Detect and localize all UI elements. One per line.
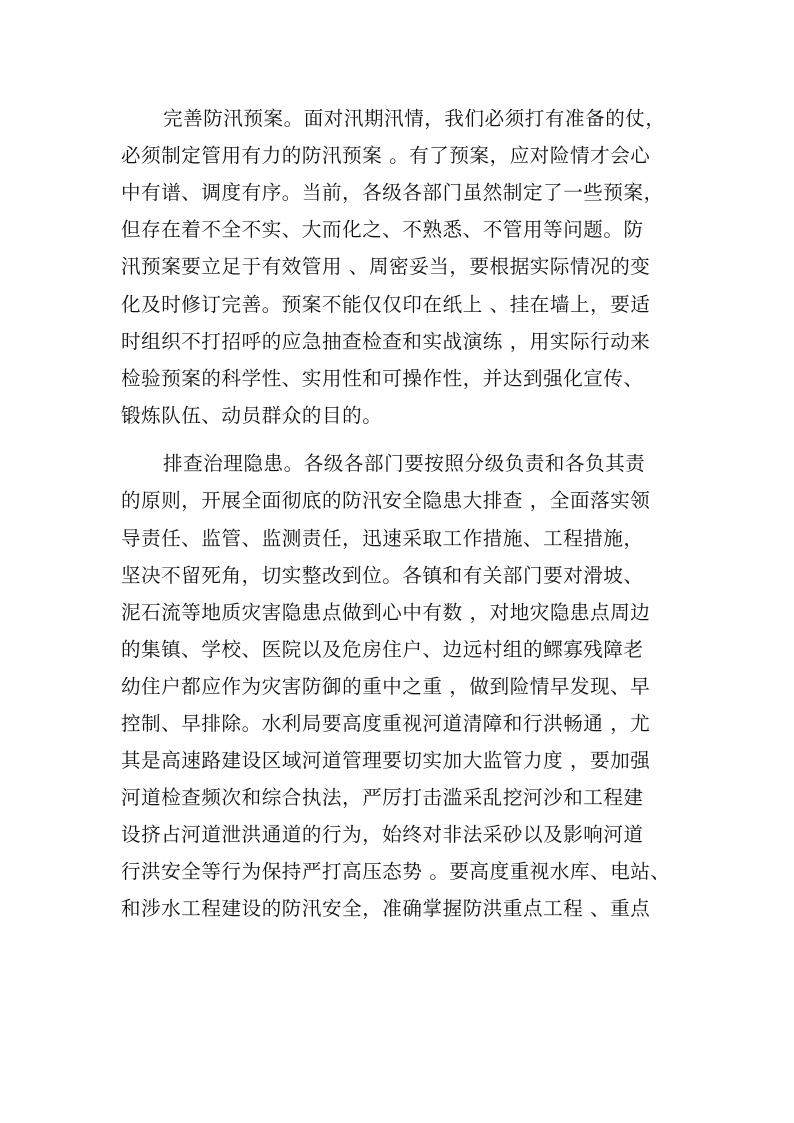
paragraph-2-line-13: 和涉水工程建设的防汛安全，准确掌握防洪重点工程 、重点 — [121, 897, 651, 920]
paragraph-2-line-5: 泥石流等地质灾害隐患点做到心中有数 ，对地灾隐患点周边 — [121, 601, 651, 624]
paragraph-1-line-5: 汛预案要立足于有效管用 、周密妥当，要根据实际情况的变 — [121, 255, 651, 278]
paragraph-1-line-9: 锻炼队伍、动员群众的目的。 — [121, 404, 383, 427]
paragraph-1-line-4: 但存在着不全不实、大而化之、不熟悉、不管用等问题。防 — [121, 218, 644, 241]
paragraph-2-line-4: 坚决不留死角，切实整改到位。各镇和有关部门要对滑坡、 — [121, 564, 644, 587]
paragraph-1-line-7: 时组织不打招呼的应急抽查检查和实战演练 ，用实际行动来 — [121, 330, 651, 353]
paragraph-2-line-10: 河道检查频次和综合执法，严厉打击滥采乱挖河沙和工程建 — [121, 786, 644, 809]
paragraph-1-line-1: 完善防汛预案。面对汛期汛情，我们必须打有准备的仗， — [163, 107, 666, 130]
paragraph-2-line-11: 设挤占河道泄洪通道的行为，始终对非法采砂以及影响河道 — [121, 823, 644, 846]
paragraph-1-line-8: 检验预案的科学性、实用性和可操作性，并达到强化宣传、 — [121, 367, 644, 390]
paragraph-2-line-2: 的原则，开展全面彻底的防汛安全隐患大排查 ，全面落实领 — [121, 489, 651, 512]
paragraph-2-line-12: 行洪安全等行为保持严打高压态势 。要高度重视水库、电站、 — [121, 860, 671, 883]
paragraph-2-line-1: 排查治理隐患。各级各部门要按照分级负责和各负其责 — [163, 452, 646, 475]
paragraph-2-line-6: 的集镇、学校、医院以及危房住户、边远村组的鳏寡残障老 — [121, 638, 644, 661]
paragraph-1-line-6: 化及时修订完善。预案不能仅仅印在纸上 、挂在墙上，要适 — [121, 293, 651, 316]
paragraph-2-line-9: 其是高速路建设区域河道管理要切实加大监管力度 ，要加强 — [121, 749, 651, 772]
paragraph-2-line-7: 幼住户都应作为灾害防御的重中之重 ，做到险情早发现、早 — [121, 675, 651, 698]
paragraph-1-line-2: 必须制定管用有力的防汛预案 。有了预案，应对险情才会心 — [121, 144, 651, 167]
paragraph-2-line-3: 导责任、监管、监测责任，迅速采取工作措施、工程措施， — [121, 527, 644, 550]
paragraph-2-line-8: 控制、早排除。水利局要高度重视河道清障和行洪畅通 ，尤 — [121, 712, 651, 735]
paragraph-1-line-3: 中有谱、调度有序。当前，各级各部门虽然制定了一些预案， — [121, 181, 664, 204]
